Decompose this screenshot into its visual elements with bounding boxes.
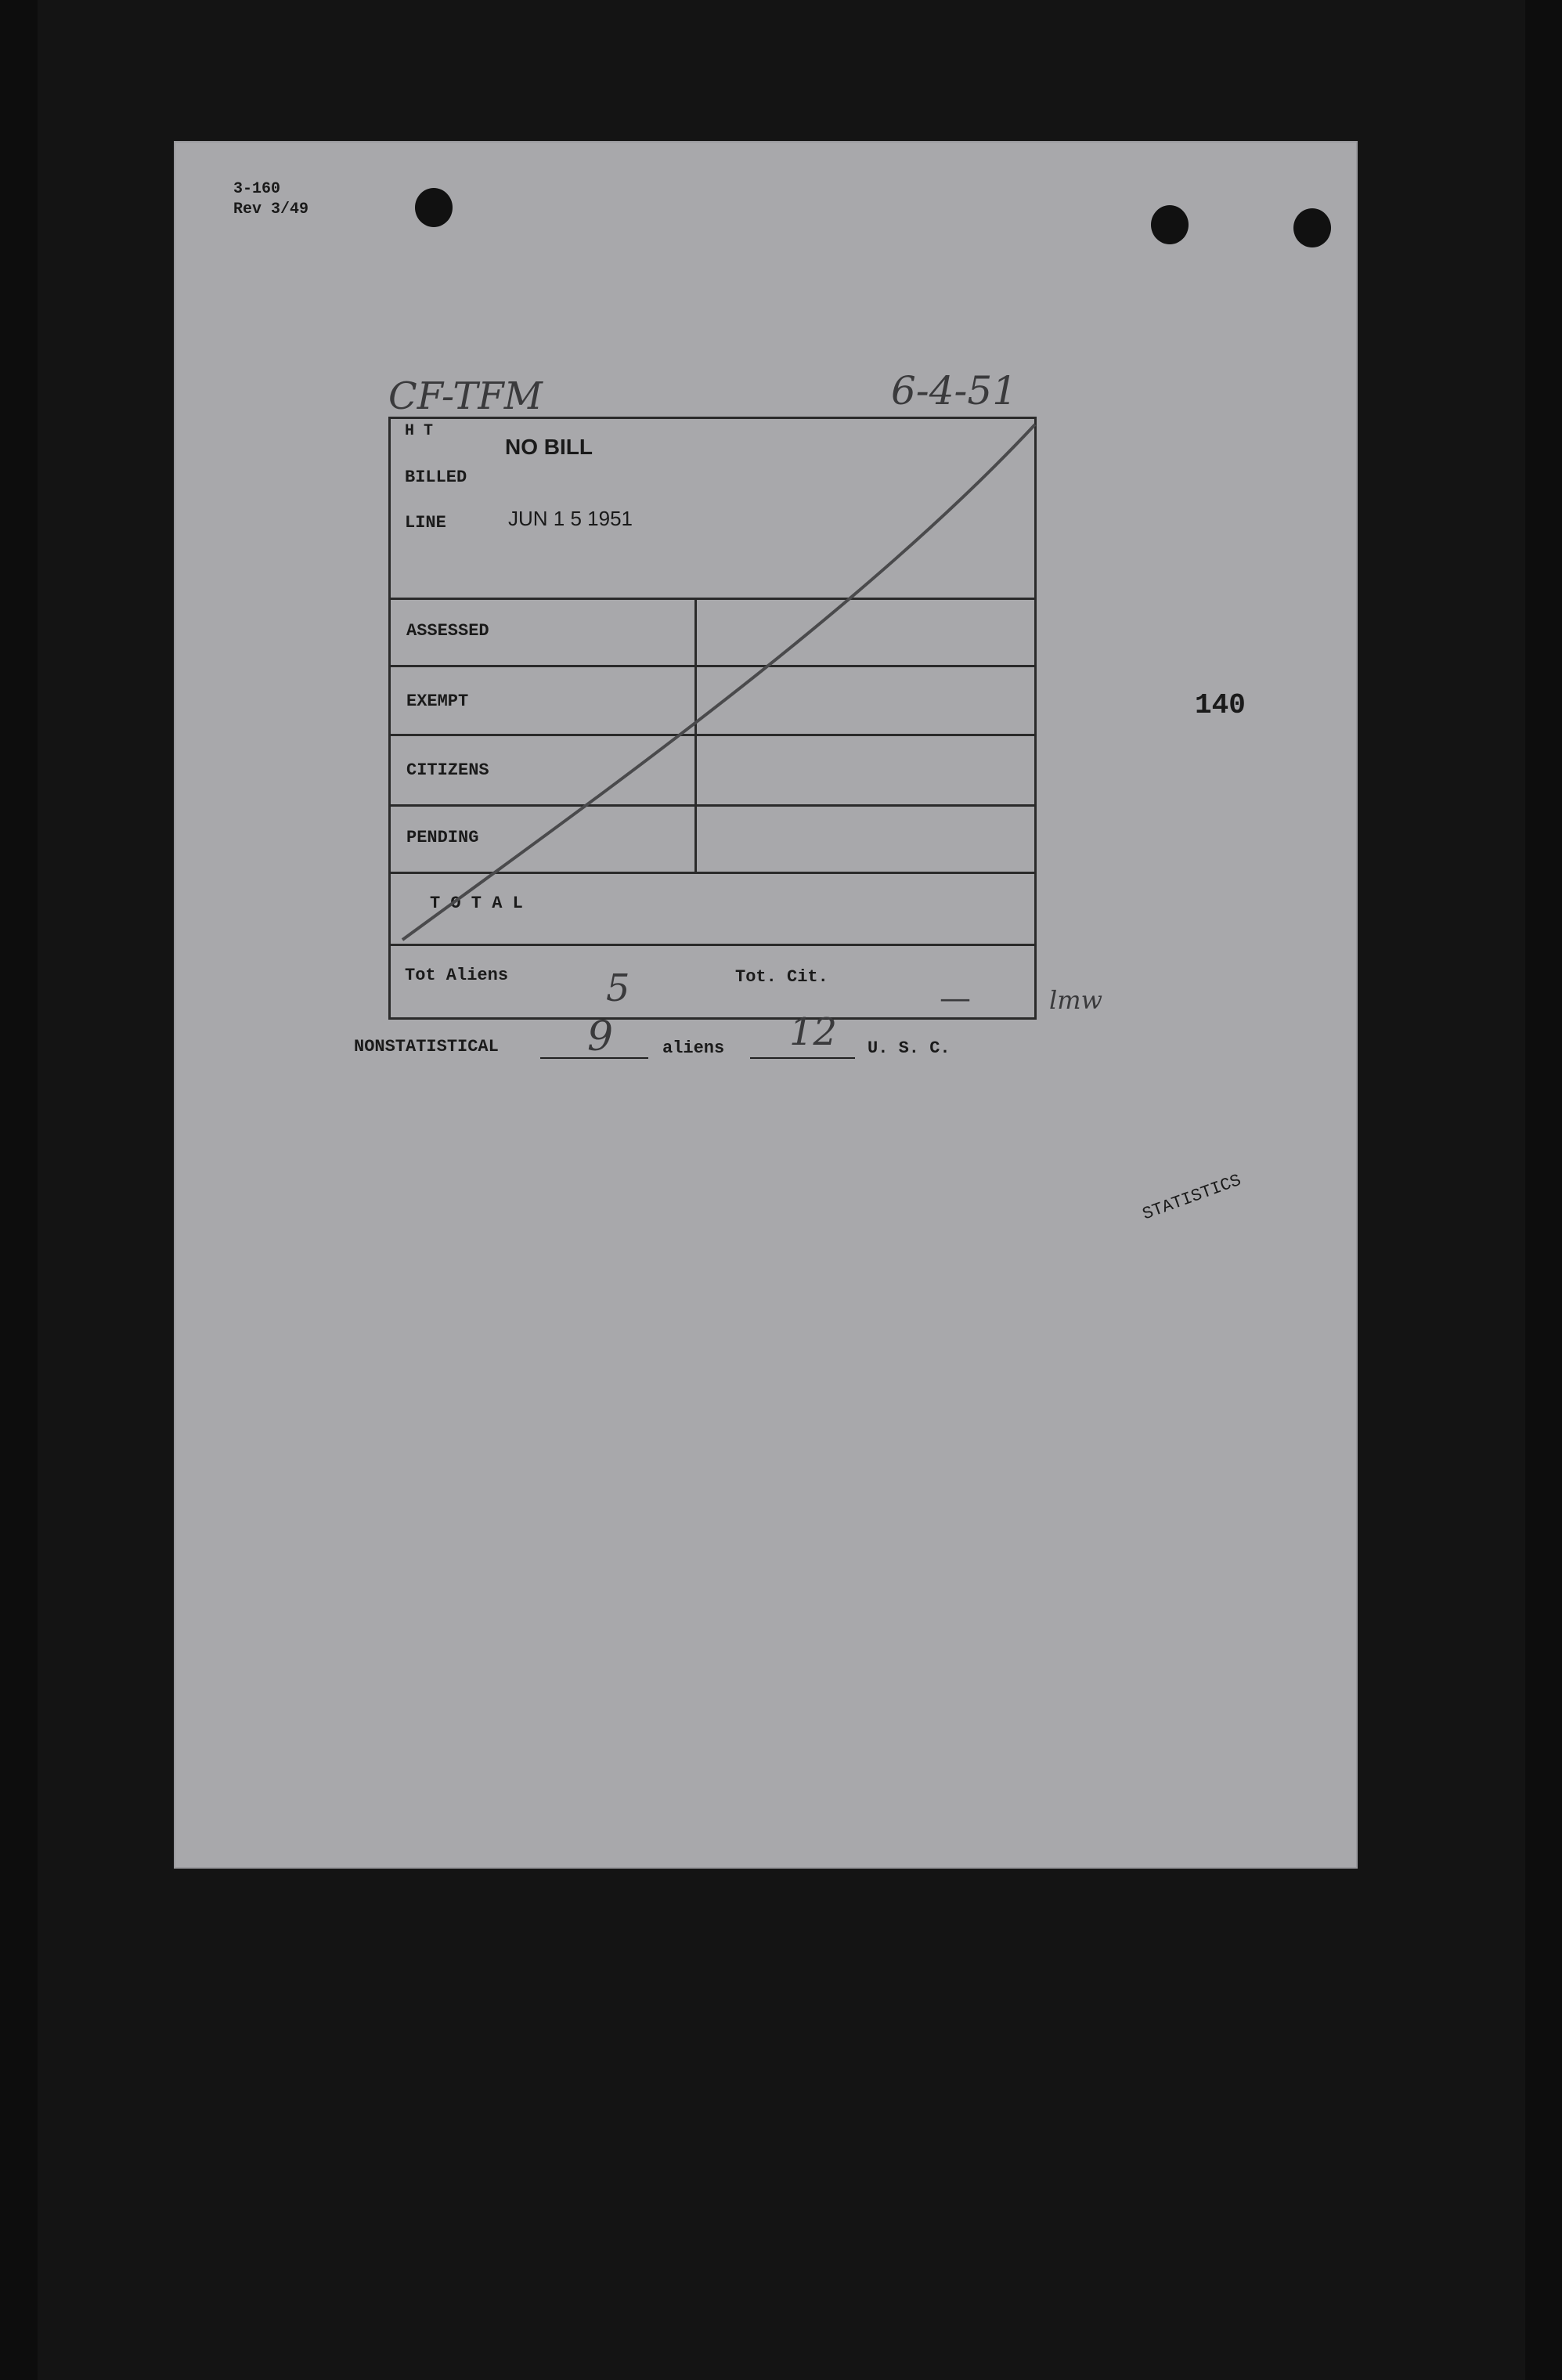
tot-aliens-value: 5 (606, 966, 630, 1010)
form-revision: Rev 3/49 (233, 200, 309, 218)
row-label-citizens: CITIZENS (406, 760, 489, 780)
nonstatistical-label: NONSTATISTICAL (354, 1037, 499, 1056)
total-label: T O T A L (430, 894, 523, 913)
divider-citizens (391, 804, 1034, 807)
divider-header (391, 598, 1034, 600)
nonstat-aliens-value: 9 (587, 1013, 614, 1060)
column-divider (694, 598, 697, 872)
row-label-exempt: EXEMPT (406, 692, 469, 711)
ht-label: H T (405, 422, 434, 440)
divider-assessed (391, 665, 1034, 667)
row-label-assessed: ASSESSED (406, 621, 489, 641)
handwritten-initials: lmw (1049, 985, 1102, 1015)
nonstat-usc-value: 12 (789, 1010, 838, 1054)
nonstat-usc-label: U. S. C. (868, 1038, 951, 1058)
handwritten-date: 6-4-51 (891, 368, 1018, 414)
billed-label: BILLED (405, 468, 467, 487)
divider-exempt (391, 734, 1034, 736)
divider-total (391, 944, 1034, 946)
tot-cit-label: Tot. Cit. (735, 967, 828, 987)
punch-hole-right-2 (1293, 208, 1331, 247)
line-label: LINE (405, 513, 446, 533)
divider-pending (391, 872, 1034, 874)
tot-cit-value: — (940, 981, 971, 1017)
nonstat-usc-blank (750, 1057, 855, 1059)
tot-aliens-label: Tot Aliens (405, 966, 509, 985)
statistics-form-box (388, 417, 1037, 1020)
form-number: 3-160 (233, 180, 281, 198)
nonstat-aliens-label: aliens (662, 1038, 725, 1058)
statistics-stamp: STATISTICS (1140, 1170, 1244, 1225)
handwritten-code: CF-TFM (388, 374, 543, 418)
punch-hole-right-1 (1151, 205, 1189, 244)
row-label-pending: PENDING (406, 828, 479, 847)
date-received-stamp: JUN 1 5 1951 (508, 507, 633, 530)
no-bill-stamp: NO BILL (505, 435, 593, 459)
punch-hole-left (415, 188, 453, 227)
page-number: 140 (1195, 689, 1246, 721)
